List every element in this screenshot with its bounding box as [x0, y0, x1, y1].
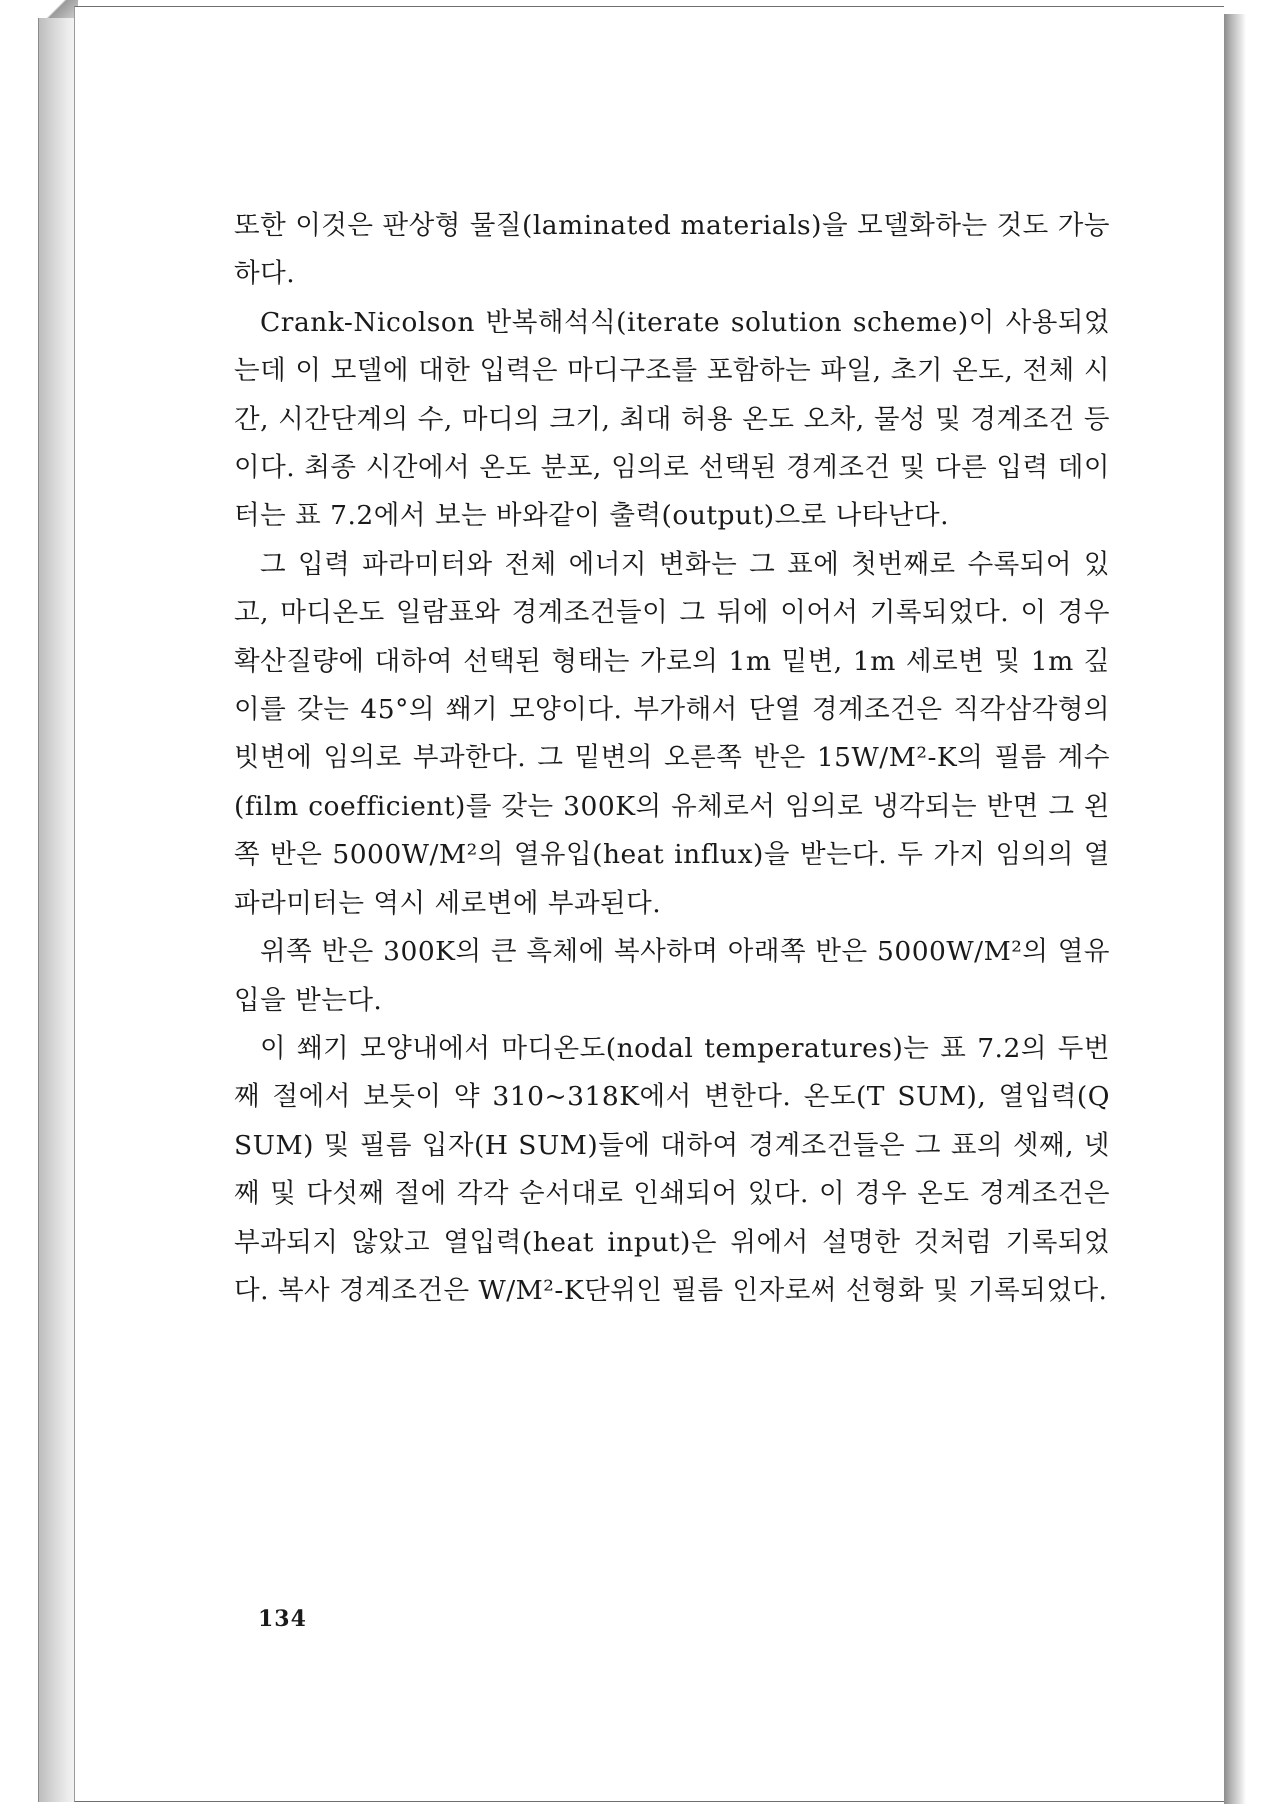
paragraph-upper-half: 위쪽 반은 300K의 큰 흑체에 복사하며 아래쪽 반은 5000W/M²의 열유입을 받는다.	[234, 936, 1110, 1016]
book-spine-edge	[38, 6, 75, 1802]
body-text	[234, 202, 1110, 1315]
paragraph-laminated: 또한 이것은 판상형 물질(laminated materials)을 모델화하는 것도 가능하다.	[234, 210, 1110, 290]
book-corner-fold	[38, 0, 78, 18]
paragraph-crank-nicolson: Crank-Nicolson 반복해석식(iterate solution scheme)이 사용되었는데 이 모델에 대한 입력은 마디구조를 포함하는 파일, 초기 온도, 전체 시간, 시간단계의 수, 마디의 크기, 최대 허용 온도 오차, 물성 및 경계조건 등이다. 최종 시간에서 온도 분포, 임의로 선택된 경계조건 및 다른 입력 데이터는 표 7.2에서 보는 바와같이 출력(output)으로 나타난다.	[234, 306, 1110, 532]
page-right-shadow	[1224, 14, 1246, 1804]
paragraph-nodal-temperatures: 이 쐐기 모양내에서 마디온도(nodal temperatures)는 표 7.2의 두번째 절에서 보듯이 약 310~318K에서 변한다. 온도(T SUM), 열입력(Q SUM) 및 필름 입자(H SUM)들에 대하여 경계조건들은 그 표의 셋째, 넷째 및 다섯째 절에 각각 순서대로 인쇄되어 있다. 이 경우 온도 경계조건은 부과되지 않았고 열입력(heat input)은 위에서 설명한 것처럼 기록되었다. 복사 경계조건은 W/M²-K단위인 필름 인자로써 선형화 및 기록되었다.	[234, 1032, 1110, 1306]
paragraph-input-parameters: 그 입력 파라미터와 전체 에너지 변화는 그 표에 첫번째로 수록되어 있고, 마디온도 일람표와 경계조건들이 그 뒤에 이어서 기록되었다. 이 경우 확산질량에 대하여 선택된 형태는 가로의 1m 밑변, 1m 세로변 및 1m 깊이를 갖는 45°의 쐐기 모양이다. 부가해서 단열 경계조건은 직각삼각형의 빗변에 임의로 부과한다. 그 밑변의 오른쪽 반은 15W/M²-K의 필름 계수(film coefficient)를 갖는 300K의 유체로서 임의로 냉각되는 반면 그 왼쪽 반은 5000W/M²의 열유입(heat influx)을 받는다. 두 가지 임의의 열 파라미터는 역시 세로변에 부과된다.	[234, 548, 1110, 919]
page-number: 134	[258, 1606, 307, 1632]
